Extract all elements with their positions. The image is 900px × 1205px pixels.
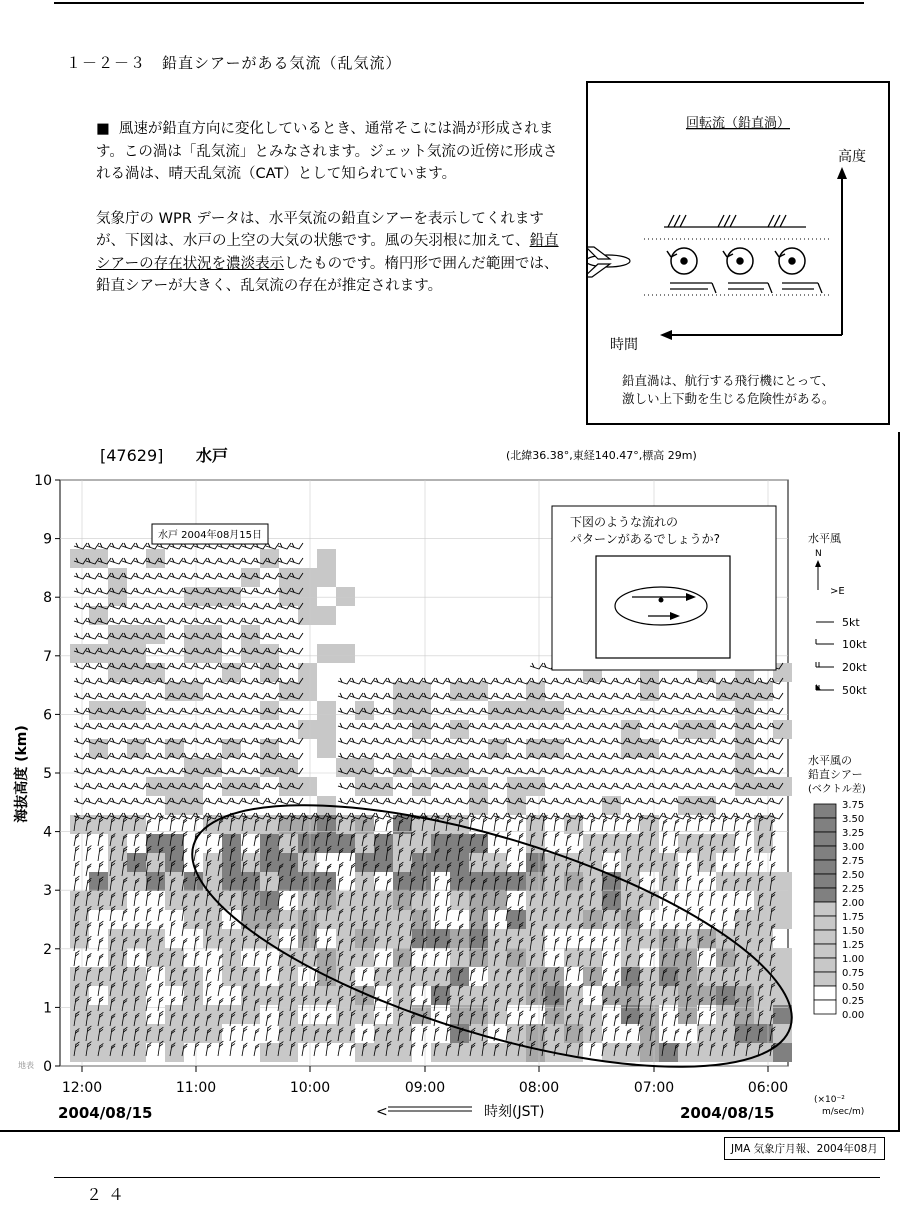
shear-cell — [735, 701, 754, 720]
shear-cell — [583, 948, 602, 967]
shear-cell — [165, 1024, 184, 1043]
shear-legend-swatch — [814, 888, 836, 902]
shear-cell — [184, 910, 203, 929]
shear-legend-value: 3.75 — [842, 800, 865, 811]
shear-cell — [507, 796, 526, 815]
shear-cell — [184, 986, 203, 1005]
shear-cell — [355, 910, 374, 929]
shear-legend-value: 3.25 — [842, 828, 865, 839]
shear-legend-swatch — [814, 804, 836, 818]
shear-cell — [222, 891, 241, 910]
shear-cell — [583, 1005, 602, 1024]
shear-cell — [583, 910, 602, 929]
shear-cell — [716, 1043, 735, 1062]
shear-cell — [412, 777, 431, 796]
shear-cell — [336, 644, 355, 663]
wind-legend-label: 10kt — [842, 638, 867, 651]
shear-cell — [374, 1024, 393, 1043]
wind-legend-items — [816, 616, 867, 697]
shear-cell — [279, 853, 298, 872]
wind-legend-east: >E — [830, 586, 845, 597]
shear-cell — [70, 929, 89, 948]
date-tag: 水戸 2004年08月15日 — [157, 530, 263, 541]
paragraph-1 — [96, 118, 566, 186]
shear-cell — [716, 986, 735, 1005]
shear-cell — [469, 682, 488, 701]
shear-cell — [773, 948, 792, 967]
shear-cell — [431, 758, 450, 777]
y-tick-label: 6 — [43, 707, 52, 724]
y-tick-label: 2 — [43, 941, 52, 958]
shear-cell — [716, 682, 735, 701]
shear-cell — [393, 758, 412, 777]
shear-cell — [317, 568, 336, 587]
shear-legend-unit-2: m/sec/m) — [822, 1107, 865, 1117]
ground-label: 地表 — [18, 1061, 34, 1070]
shear-legend-swatch — [814, 874, 836, 888]
y-tick-label: 3 — [43, 883, 52, 900]
shear-cell — [545, 986, 564, 1005]
shear-cell — [127, 872, 146, 891]
shear-cell — [184, 967, 203, 986]
x-tick-label: 09:00 — [404, 1080, 446, 1096]
paragraph-2-underlined: 鉛直シアーの存在状況を濃淡表示 — [96, 233, 559, 272]
wind-legend-title: 水平風 — [808, 532, 841, 545]
shear-cell — [697, 720, 716, 739]
shear-cell — [621, 834, 640, 853]
shear-cell — [640, 967, 659, 986]
y-tick-label: 0 — [43, 1059, 52, 1075]
shear-cell — [545, 739, 564, 758]
date-right: 2004/08/15 — [680, 1104, 775, 1122]
vortex-diagram — [586, 81, 890, 425]
shear-cell — [621, 910, 640, 929]
shear-cell — [317, 739, 336, 758]
north-arrow-icon — [815, 560, 821, 567]
shear-cell — [355, 815, 374, 834]
shear-cell — [621, 872, 640, 891]
shear-legend-value: 0.50 — [842, 982, 865, 993]
shear-cell — [754, 967, 773, 986]
shear-cell — [336, 948, 355, 967]
shear-cell — [602, 891, 621, 910]
y-tick-label: 4 — [43, 824, 52, 841]
shear-cell — [450, 929, 469, 948]
shear-cell — [393, 948, 412, 967]
shear-cell — [773, 872, 792, 891]
shear-cell — [70, 967, 89, 986]
shear-cell — [773, 967, 792, 986]
station-id: [47629] — [100, 446, 164, 465]
shear-cell — [526, 853, 545, 872]
shear-cell — [260, 549, 279, 568]
left-arrow-icon — [660, 330, 672, 340]
shear-cell — [678, 720, 697, 739]
shear-cell — [450, 720, 469, 739]
shear-cell — [317, 644, 336, 663]
shear-cell — [431, 834, 450, 853]
diagram-caption-2: 激しい上下動を生じる危険性がある。 — [622, 391, 835, 406]
wind-legend-pennant — [816, 684, 821, 690]
shear-cell — [355, 701, 374, 720]
shear-cell — [336, 1024, 355, 1043]
shear-cell — [488, 891, 507, 910]
shear-cell — [621, 853, 640, 872]
shear-cell — [108, 872, 127, 891]
paragraph-1-text: 風速が鉛直方向に変化しているとき、通常そこには渦が形成されます。この渦は「乱気流」とみなされます。ジェット気流の近傍に形成される渦は、晴天乱気流（CAT）として知られています。 — [96, 121, 558, 182]
shear-cell — [336, 758, 355, 777]
shear-cell — [564, 872, 583, 891]
shear-cell — [583, 872, 602, 891]
shear-cell — [754, 1005, 773, 1024]
shear-cell — [583, 1024, 602, 1043]
shear-cell — [716, 948, 735, 967]
shear-cell — [127, 815, 146, 834]
shear-legend-swatch — [814, 1000, 836, 1014]
shear-cell — [222, 663, 241, 682]
shear-cell — [640, 1005, 659, 1024]
shear-cell — [89, 701, 108, 720]
shear-cell — [773, 777, 792, 796]
shear-cell — [165, 872, 184, 891]
shear-cell — [488, 872, 507, 891]
shear-cell — [621, 891, 640, 910]
inset-inner-box — [596, 556, 730, 658]
shear-cell — [697, 1024, 716, 1043]
shear-cell — [317, 606, 336, 625]
x-axis-ticks — [62, 1066, 788, 1096]
vortex-diagram-svg — [588, 83, 888, 423]
shear-cell — [640, 834, 659, 853]
shear-cell — [260, 853, 279, 872]
page-number: ２４ — [86, 1185, 131, 1204]
shear-cell — [507, 986, 526, 1005]
shear-legend-value: 2.50 — [842, 870, 865, 881]
diagram-up-label: 高度 — [838, 149, 866, 165]
shear-legend-swatch — [814, 832, 836, 846]
shear-cell — [355, 853, 374, 872]
source-citation: JMA 気象庁月報、2004年08月 — [724, 1137, 885, 1160]
diagram-title: 回転流（鉛直渦） — [685, 116, 791, 131]
shear-cell — [355, 1005, 374, 1024]
x-tick-label: 08:00 — [518, 1080, 560, 1096]
shear-cell — [165, 948, 184, 967]
shear-cell — [355, 1043, 374, 1062]
shear-legend-swatch — [814, 818, 836, 832]
wind-legend-label: 5kt — [842, 616, 860, 629]
shear-legend-value: 0.00 — [842, 1010, 865, 1021]
shear-cell — [412, 910, 431, 929]
station-name: 水戸 — [196, 446, 229, 465]
shear-cell — [621, 948, 640, 967]
shear-legend-title-3: (ベクトル差) — [808, 784, 866, 795]
paragraph-2-before: 気象庁の WPR データは、水平気流の鉛直シアーを表示してくれますが、下図は、水戸の上空の大気の状態です。風の矢羽根に加えて、 — [96, 210, 544, 249]
x-tick-label: 12:00 — [61, 1080, 103, 1096]
wpr-chart — [0, 434, 900, 1130]
shear-cell — [317, 986, 336, 1005]
time-arrow-icon: < — [376, 1104, 388, 1120]
shear-cell — [488, 853, 507, 872]
shear-cell — [336, 587, 355, 606]
shear-cell — [127, 929, 146, 948]
x-tick-label: 07:00 — [633, 1080, 675, 1096]
shear-cell — [146, 549, 165, 568]
shear-legend-value: 2.00 — [842, 898, 865, 909]
x-tick-label: 11:00 — [175, 1080, 217, 1096]
shear-cell — [412, 872, 431, 891]
shear-legend-swatch — [814, 930, 836, 944]
shear-cell — [393, 1024, 412, 1043]
bottom-rule — [54, 1177, 880, 1178]
shear-cell — [298, 720, 317, 739]
shear-cell — [450, 891, 469, 910]
shear-cell — [70, 644, 89, 663]
lower-wind-barbs — [670, 283, 822, 293]
shear-cell — [621, 986, 640, 1005]
upper-wind-barbs — [664, 215, 806, 227]
shear-cell — [469, 796, 488, 815]
shear-legend-scale — [814, 800, 864, 1021]
y-tick-label: 8 — [43, 590, 52, 607]
shear-legend-value: 1.00 — [842, 954, 865, 965]
shear-cell — [640, 929, 659, 948]
shear-cell — [526, 891, 545, 910]
shear-cell — [773, 891, 792, 910]
shear-cell — [279, 1043, 298, 1062]
shear-legend-title-1: 水平風の — [808, 754, 852, 767]
shear-cell — [450, 853, 469, 872]
shear-cell — [222, 853, 241, 872]
x-tick-label: 10:00 — [289, 1080, 331, 1096]
shear-legend-value: 3.00 — [842, 842, 865, 853]
shear-legend-value: 1.25 — [842, 940, 865, 951]
paragraph-2-after: したものです。楕円形で囲んだ範囲では、鉛直シアーが大きく、乱気流の存在が推定されます。 — [96, 255, 559, 294]
shear-cell — [317, 549, 336, 568]
shear-legend-unit-1: (×10⁻² — [814, 1095, 845, 1105]
shear-legend-value: 2.25 — [842, 884, 865, 895]
shear-legend-swatch — [814, 944, 836, 958]
shear-cell — [735, 758, 754, 777]
shear-cell — [146, 948, 165, 967]
shear-cell — [697, 796, 716, 815]
shear-cell — [203, 758, 222, 777]
shear-cell — [222, 929, 241, 948]
shear-cell — [70, 891, 89, 910]
shear-cell — [640, 853, 659, 872]
shear-cell — [165, 796, 184, 815]
section-title: １－２－３ 鉛直シアーがある気流（乱気流） — [66, 54, 402, 72]
y-tick-label: 1 — [43, 1000, 52, 1017]
shear-legend-swatch — [814, 902, 836, 916]
x-tick-label: 06:00 — [747, 1080, 789, 1096]
shear-cell — [184, 1024, 203, 1043]
inset-text-2: パターンがあるでしょうか? — [570, 532, 721, 546]
shear-cell — [260, 891, 279, 910]
shear-cell — [298, 929, 317, 948]
shear-cell — [108, 568, 127, 587]
shear-cell — [469, 948, 488, 967]
wind-legend-north: N — [815, 549, 822, 559]
shear-cell — [355, 929, 374, 948]
shear-legend-swatch — [814, 972, 836, 986]
shear-cell — [222, 587, 241, 606]
shear-legend-swatch — [814, 958, 836, 972]
shear-cell — [127, 701, 146, 720]
diagram-caption-1: 鉛直渦は、航行する飛行機にとって、 — [622, 373, 835, 388]
shear-cell — [583, 891, 602, 910]
shear-cell — [165, 853, 184, 872]
shear-cell — [678, 1005, 697, 1024]
top-rule — [54, 2, 864, 4]
shear-cell — [279, 587, 298, 606]
shear-cell — [298, 606, 317, 625]
shear-cell — [393, 986, 412, 1005]
shear-cell — [298, 891, 317, 910]
shear-legend-swatch — [814, 860, 836, 874]
shear-cell — [659, 1043, 678, 1062]
shear-cell — [393, 872, 412, 891]
shear-cell — [773, 1005, 792, 1024]
shear-legend-swatch — [814, 986, 836, 1000]
shear-cell — [507, 701, 526, 720]
inset-center-dot — [659, 598, 664, 603]
shear-legend-value: 2.75 — [842, 856, 865, 867]
shear-cell — [564, 948, 583, 967]
airplane-icon — [588, 247, 630, 277]
date-left: 2004/08/15 — [58, 1104, 153, 1122]
shear-cell — [127, 986, 146, 1005]
shear-cell — [165, 1005, 184, 1024]
shear-cell — [317, 720, 336, 739]
shear-cell — [678, 796, 697, 815]
shear-cell — [279, 758, 298, 777]
station-info: (北緯36.38°,東経140.47°,標高 29m) — [506, 449, 697, 462]
shear-cell — [754, 891, 773, 910]
shear-cell — [431, 1043, 450, 1062]
shear-cell — [488, 1043, 507, 1062]
shear-cell — [89, 739, 108, 758]
shear-cell — [488, 986, 507, 1005]
vortex-icons — [667, 248, 805, 274]
y-tick-label: 9 — [43, 531, 52, 548]
shear-cell — [184, 758, 203, 777]
shear-cell — [108, 625, 127, 644]
diagram-left-label: 時間 — [610, 337, 638, 353]
wind-legend-label: 50kt — [842, 684, 867, 697]
shear-cell — [488, 1005, 507, 1024]
shear-cell — [393, 929, 412, 948]
shear-cell — [488, 929, 507, 948]
body-text — [96, 118, 566, 320]
shear-cell — [640, 986, 659, 1005]
bullet-icon: ■ — [96, 121, 110, 137]
shear-cell — [507, 1024, 526, 1043]
y-tick-label: 10 — [34, 473, 52, 489]
shear-cell — [298, 587, 317, 606]
shear-cell — [108, 948, 127, 967]
shear-cell — [317, 701, 336, 720]
shear-cell — [450, 967, 469, 986]
shear-cell — [716, 1024, 735, 1043]
shear-cell — [184, 796, 203, 815]
shear-cell — [127, 1005, 146, 1024]
shear-cell — [412, 720, 431, 739]
shear-cell — [146, 1024, 165, 1043]
shear-cell — [773, 720, 792, 739]
shear-cell — [298, 853, 317, 872]
shear-cell — [716, 967, 735, 986]
paragraph-2 — [96, 208, 566, 298]
y-axis-ticks — [34, 473, 60, 1075]
shear-cell — [488, 948, 507, 967]
shear-cell — [735, 720, 754, 739]
shear-cell — [184, 1005, 203, 1024]
shear-cell — [260, 872, 279, 891]
shear-cell — [260, 986, 279, 1005]
shear-cell — [507, 948, 526, 967]
shear-cell — [507, 910, 526, 929]
shear-cell — [355, 872, 374, 891]
shear-cell — [127, 1024, 146, 1043]
shear-cell — [621, 720, 640, 739]
shear-cell — [526, 929, 545, 948]
shear-cell — [260, 1043, 279, 1062]
shear-cell — [108, 701, 127, 720]
shear-cell — [298, 682, 317, 701]
shear-legend-swatch — [814, 916, 836, 930]
up-arrow-icon — [837, 167, 847, 179]
shear-legend-value: 0.25 — [842, 996, 865, 1007]
shear-cell — [298, 568, 317, 587]
shear-cell — [336, 834, 355, 853]
shear-cell — [279, 872, 298, 891]
x-axis-label: 時刻(JST) — [484, 1104, 545, 1120]
shear-cell — [735, 1005, 754, 1024]
shear-cell — [735, 986, 754, 1005]
shear-cell — [374, 910, 393, 929]
shear-cell — [165, 834, 184, 853]
shear-legend-value: 1.50 — [842, 926, 865, 937]
shear-legend-swatch — [814, 846, 836, 860]
y-tick-label: 7 — [43, 648, 52, 665]
shear-cell — [374, 853, 393, 872]
shear-cell — [735, 967, 754, 986]
shear-cell — [412, 891, 431, 910]
shear-cell — [621, 929, 640, 948]
shear-cell — [640, 1024, 659, 1043]
shear-cell — [127, 853, 146, 872]
shear-cell — [735, 910, 754, 929]
wind-legend-label: 20kt — [842, 661, 867, 674]
shear-legend-value: 3.50 — [842, 814, 865, 825]
shear-legend-title-2: 鉛直シアー — [808, 768, 863, 781]
inset-text-1: 下図のような流れの — [570, 515, 679, 529]
shear-legend-value: 0.75 — [842, 968, 865, 979]
y-tick-label: 5 — [43, 766, 52, 782]
shear-cell — [545, 701, 564, 720]
shear-cell — [507, 872, 526, 891]
shear-cell — [146, 872, 165, 891]
shear-cell — [279, 986, 298, 1005]
shear-cell — [412, 834, 431, 853]
shear-legend-value: 1.75 — [842, 912, 865, 923]
shear-cell — [184, 777, 203, 796]
shear-cell — [773, 910, 792, 929]
y-axis-label: 海抜高度 (km) — [14, 725, 30, 823]
shear-cell — [165, 967, 184, 986]
